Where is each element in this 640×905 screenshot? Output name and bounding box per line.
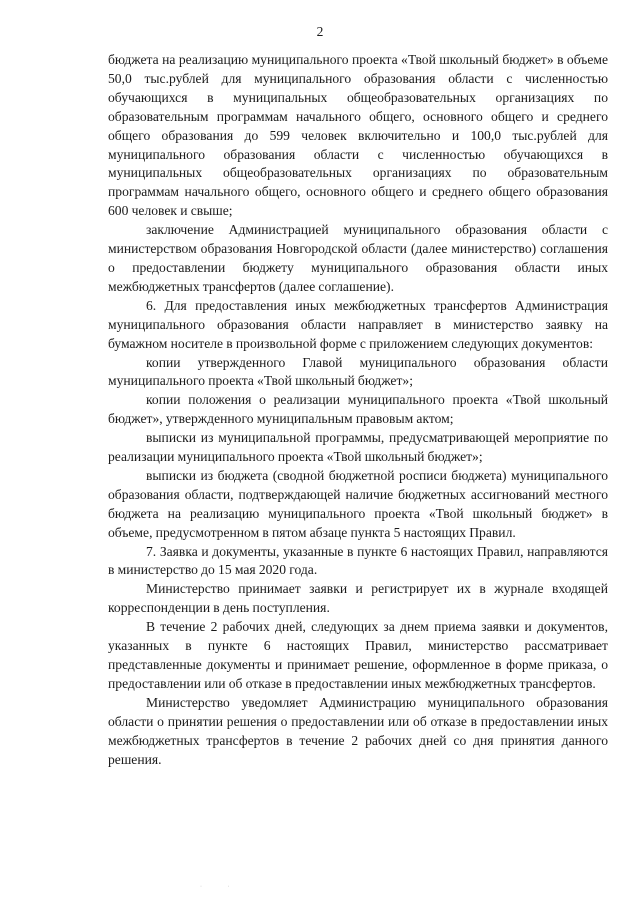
page-number: 2 <box>316 24 324 39</box>
paragraph-project-copy: копии утвержденного Главой муниципального образования области муниципального проекта «Твой школьный бюджет»; <box>108 354 608 389</box>
paragraph-regulation-copy: копии положения о реализации муниципального проекта «Твой школьный бюджет», утвержденного муниципальным правовым актом; <box>108 392 608 427</box>
paragraph-item-7: 7. Заявка и документы, указанные в пункте 6 настоящих Правил, направляются в министерство до 15 мая 2020 года. <box>108 543 608 578</box>
paragraph-agreement: заключение Администрацией муниципального образования области с министерством образования Новгородской области (далее министерство) соглашения о предоставлении бюджету муниципального образования области иных межбюджетных трансфертов (далее соглашение). <box>108 222 608 294</box>
paragraph-program-extract: выписки из муниципальной программы, предусматривающей мероприятие по реализации муниципального проекта «Твой школьный бюджет»; <box>108 430 608 465</box>
paragraph-budget-amounts: бюджета на реализацию муниципального проекта «Твой школьный бюджет» в объеме 50,0 тыс.рублей для муниципального образования области с численностью обучающихся в муниципальных общеобразовательных организациях по образовательным программам начального общего, основного общего и среднего общего образования до 599 человек включительно и 100,0 тыс.рублей для муниципального образования области с численностью обучающихся в муниципальных общеобразовательных организациях по образовательным программам начального общего, основного общего и среднего общего образования 600 человек и свыше; <box>108 52 608 219</box>
paragraph-budget-extract: выписки из бюджета (сводной бюджетной росписи бюджета) муниципального образования области, подтверждающей наличие бюджетных ассигнований местного бюджета на реализацию муниципального проекта «Твой школьный бюджет» в объеме, предусмотренном в пятом абзаце пункта 5 настоящих Правил. <box>108 467 608 540</box>
paragraph-item-6: 6. Для предоставления иных межбюджетных трансфертов Администрация муниципального образования области направляет в министерство заявку на бумажном носителе в произвольной форме с приложением следующих документов: <box>108 297 608 351</box>
paragraph-review: В течение 2 рабочих дней, следующих за днем приема заявки и документов, указанных в пункте 6 настоящих Правил, министерство рассматривает представленные документы и принимает решение, оформленное в форме приказа, о предоставлении или об отказе в предоставлении иных межбюджетных трансфертов. <box>108 619 608 691</box>
paragraph-registration: Министерство принимает заявки и регистрирует их в журнале входящей корреспонденции в день поступления. <box>108 581 608 616</box>
document-body <box>108 51 608 769</box>
paragraph-notification: Министерство уведомляет Администрацию муниципального образования области о принятии решения о предоставлении или об отказе в предоставлении иных межбюджетных трансфертов в течение 2 рабочих дней со дня принятия данного решения. <box>108 694 608 767</box>
scan-specks: · · <box>200 884 242 890</box>
